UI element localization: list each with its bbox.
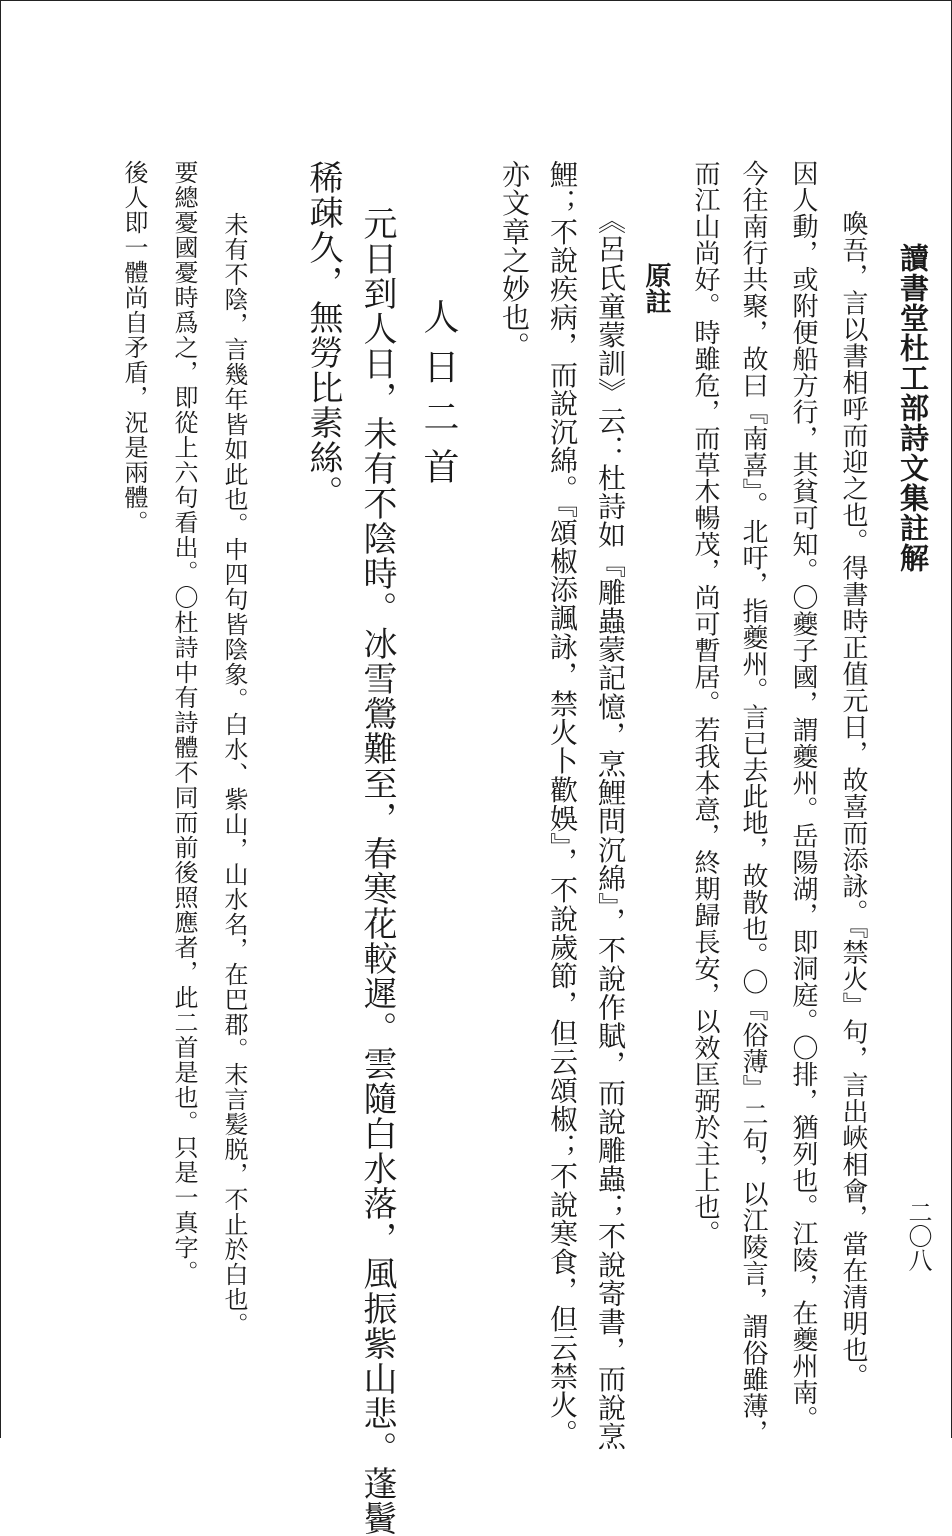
quote-line: 鯉；不說疾病，而說沉綿。『頌椒添諷詠，禁火卜歡娛』，不說歲節，但云頌椒；不說寒食，但云禁火。	[546, 160, 579, 1448]
poem-title: 人日二首	[418, 298, 459, 498]
poem-line: 元日到人日，未有不陰時。冰雪鶯難至，春寒花較遲。雲隨白水落，風振紫山悲。蓬鬢	[357, 206, 397, 1536]
note-line: 而江山尚好。時雖危，而草木暢茂，尚可暫居。若我本意，終期歸長安，以效匡弼於主上也。	[690, 160, 720, 1247]
note-line: 今往南行共聚，故曰『南喜』。北吁，指夔州。言已去此地，故散也。〇『俗薄』二句，以江陵言，謂俗雖薄，	[738, 160, 768, 1446]
quote-line: 亦文章之妙也。	[498, 160, 531, 361]
book-title: 讀書堂杜工部詩文集註解	[896, 243, 930, 573]
note-line: 因人動，或附便船方行，其貧可知。〇夔子國，謂夔州。岳陽湖，即洞庭。〇排，猶列也。江陵，在夔州南。	[788, 160, 818, 1432]
commentary-line: 後人即一體尚自矛盾，況是兩體。	[120, 160, 148, 535]
page-number: 二〇八	[904, 1200, 932, 1272]
note-line: 喚吾，言以書相呼而迎之也。得書時正值元日，故喜而添詠。『禁火』句，言出峽相會，當在清明也。	[838, 210, 868, 1390]
commentary-label: 原註	[641, 262, 671, 314]
quote-line: 《呂氏童蒙訓》云：杜詩如『雕蟲蒙記憶，烹鯉問沉綿』，不說作賦，而說雕蟲；不說寄書，而說烹	[594, 206, 627, 1451]
poem-line: 稀疎久，無勞比素絲。	[303, 160, 343, 510]
commentary-line: 未有不陰，言幾年皆如此也。中四句皆陰象。白水、紫山，山水名，在巴郡。末言髪脱，不止於白也。	[220, 212, 248, 1337]
commentary-line: 要總憂國憂時爲之，即從上六句看出。〇杜詩中有詩體不同而前後照應者，此二首是也。只是一真字。	[170, 160, 198, 1285]
